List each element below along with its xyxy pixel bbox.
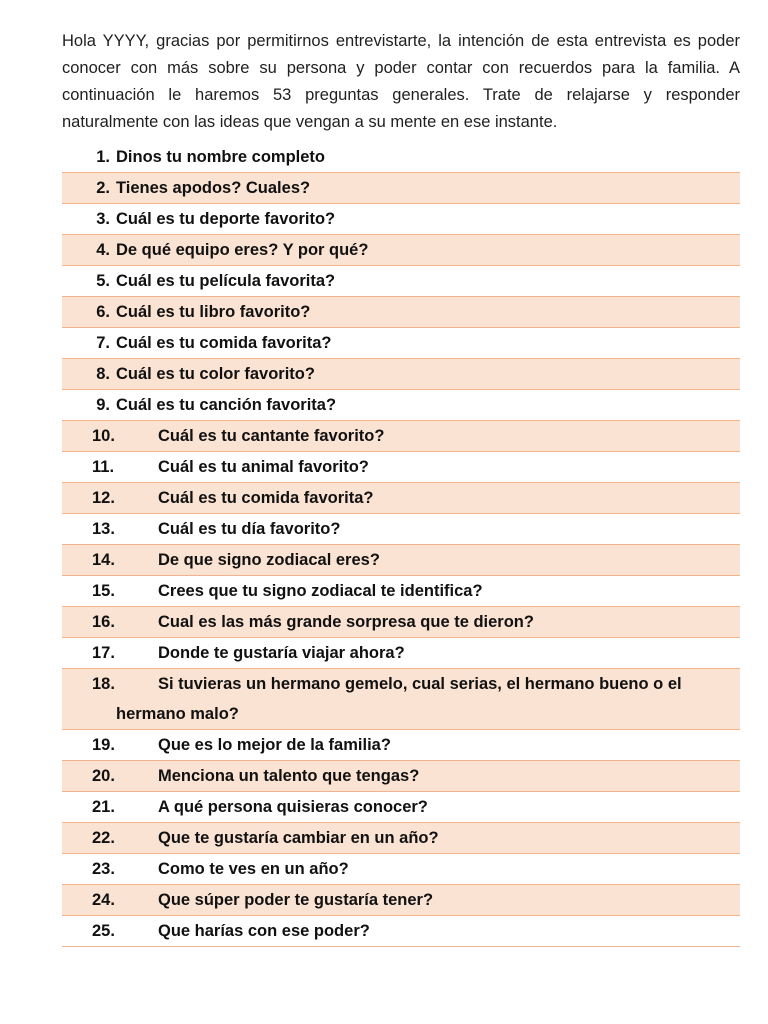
question-number: 20. [92,767,115,785]
question-number: 11. [92,458,115,476]
question-row [62,823,740,854]
question-number: 2. [96,179,110,197]
question-number: 25. [92,922,115,940]
question-row [62,142,740,173]
document-page [62,28,740,947]
question-text: Cuál es tu cantante favorito? [158,427,385,445]
question-text: Crees que tu signo zodiacal te identifica? [158,582,483,600]
question-row [62,514,740,545]
question-row [62,854,740,885]
question-text: Cuál es tu animal favorito? [158,458,369,476]
question-number: 19. [92,736,115,754]
question-text: Cual es las más grande sorpresa que te dieron? [158,613,534,631]
question-row [62,607,740,638]
question-text: Cuál es tu canción favorita? [116,396,337,414]
question-number: 24. [92,891,115,909]
question-text: Cuál es tu comida favorita? [158,489,374,507]
question-text: Cuál es tu comida favorita? [116,334,332,352]
question-text: Que es lo mejor de la familia? [158,736,391,754]
question-text: Donde te gustaría viajar ahora? [158,644,405,662]
question-text: Cuál es tu color favorito? [116,365,315,383]
question-text: Si tuvieras un hermano gemelo, cual serias, el hermano bueno o el [158,675,682,693]
question-number: 21. [92,798,115,816]
question-text: Como te ves en un año? [158,860,349,878]
question-text: Que súper poder te gustaría tener? [158,891,434,909]
question-row [62,638,740,669]
question-number: 3. [96,210,110,228]
question-row [62,235,740,266]
question-number: 6. [96,303,110,321]
question-number: 17. [92,644,115,662]
question-text-continuation: hermano malo? [116,705,239,723]
intro-paragraph: Hola YYYY, gracias por permitirnos entrevistarte, la intención de esta entrevista es poder conocer con más sobre su persona y poder contar con recuerdos para la familia. A continuación le haremos 53 preguntas generales. Trate de relajarse y responder naturalmente con las ideas que vengan a su mente en ese instante. [62,32,740,131]
question-text: Cuál es tu día favorito? [158,520,341,538]
question-text: Menciona un talento que tengas? [158,767,420,785]
question-number: 14. [92,551,115,569]
question-text: Que te gustaría cambiar en un año? [158,829,439,847]
question-number: 4. [96,241,110,259]
question-text: Que harías con ese poder? [158,922,370,940]
question-row [62,204,740,235]
question-text: Dinos tu nombre completo [116,148,326,166]
question-row [62,390,740,421]
question-number: 13. [92,520,115,538]
question-row [62,576,740,607]
question-row [62,483,740,514]
question-text: Cuál es tu deporte favorito? [116,210,336,228]
question-number: 8. [96,365,110,383]
question-number: 16. [92,613,115,631]
question-number: 18. [92,675,115,693]
question-number: 22. [92,829,115,847]
question-number: 15. [92,582,115,600]
question-number: 1. [96,148,110,166]
question-row [62,297,740,328]
question-text: Cuál es tu libro favorito? [116,303,311,321]
question-text: De que signo zodiacal eres? [158,551,380,569]
question-row [62,730,740,761]
question-row [62,266,740,297]
question-row [62,359,740,390]
question-text: Cuál es tu película favorita? [116,272,336,290]
question-row [62,173,740,204]
question-number: 12. [92,489,115,507]
question-row [62,328,740,359]
question-number: 5. [96,272,110,290]
question-row [62,545,740,576]
question-text: A qué persona quisieras conocer? [158,798,428,816]
question-list [62,142,740,947]
question-text: Tienes apodos? Cuales? [116,179,311,197]
question-number: 23. [92,860,115,878]
question-text: De qué equipo eres? Y por qué? [116,241,369,259]
question-row [62,916,740,947]
question-number: 10. [92,427,115,445]
question-row [62,421,740,452]
question-row [62,761,740,792]
question-row [62,885,740,916]
question-number: 9. [96,396,110,414]
question-row [62,669,740,730]
question-row [62,792,740,823]
question-row [62,452,740,483]
question-number: 7. [96,334,110,352]
